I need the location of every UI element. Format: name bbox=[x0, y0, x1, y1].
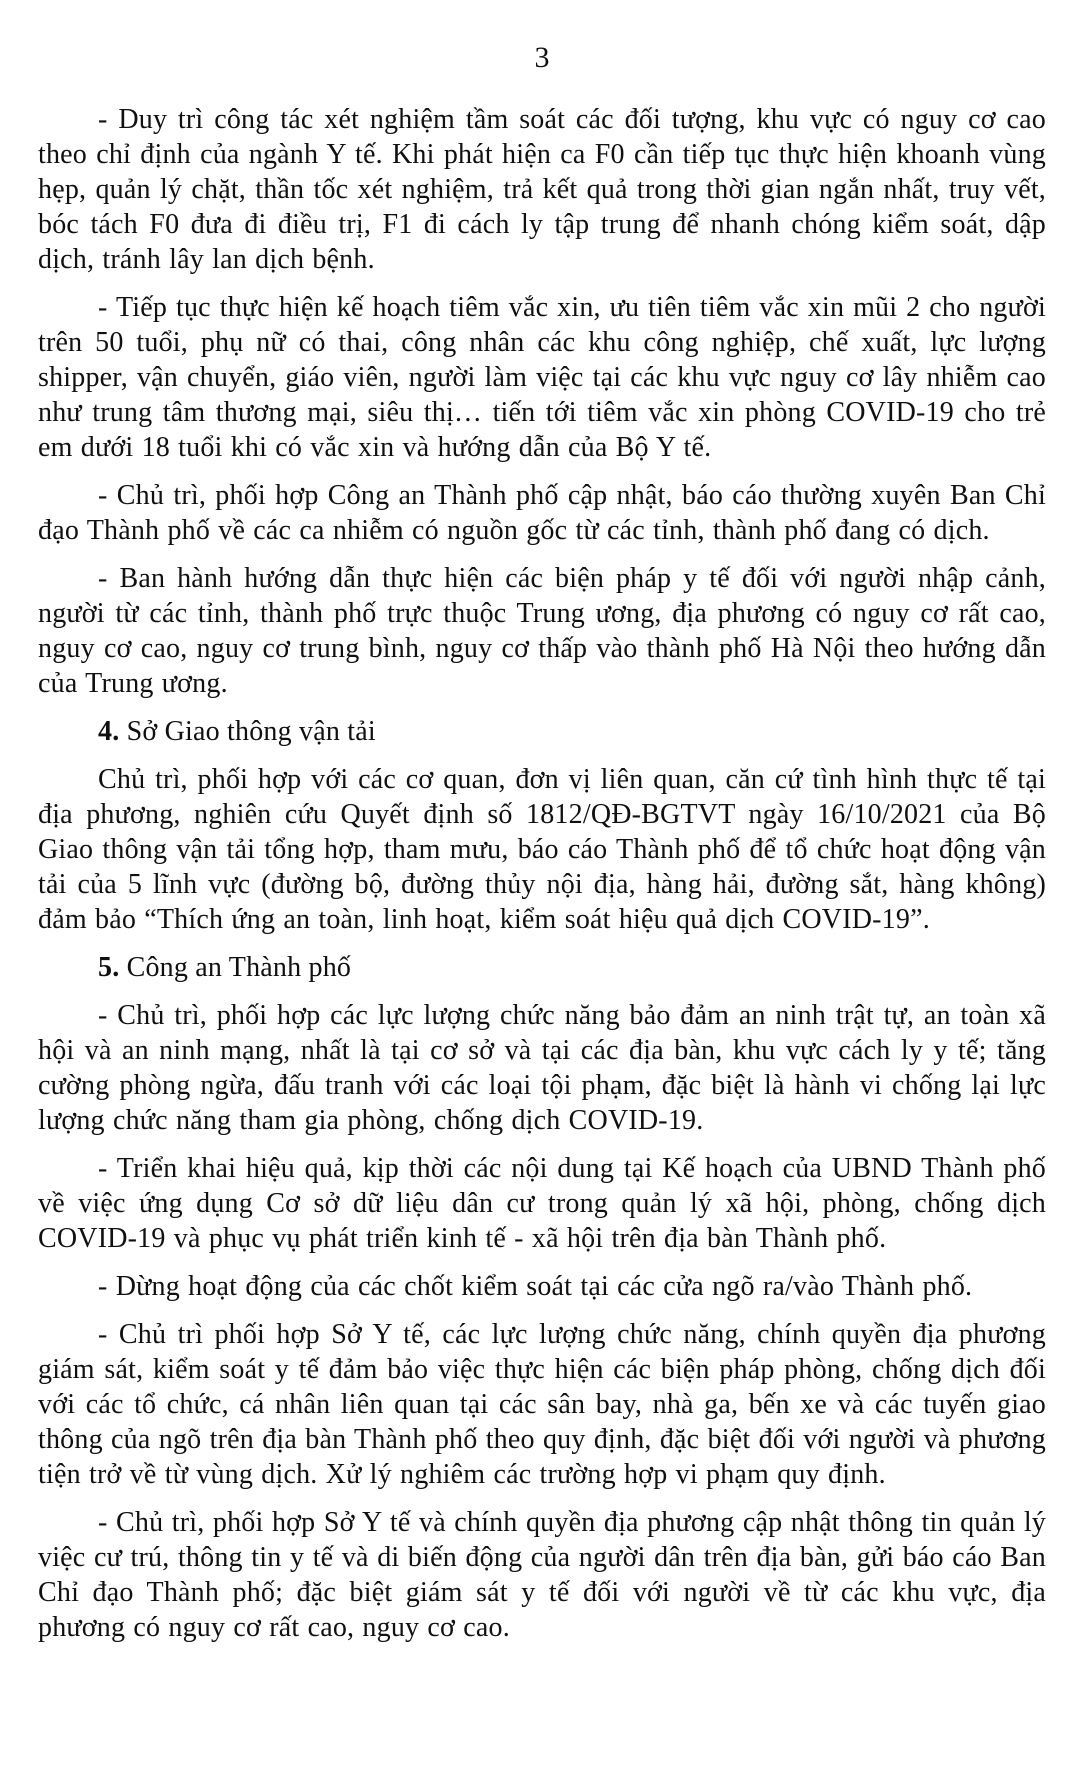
section-title: Công an Thành phố bbox=[119, 952, 352, 983]
paragraph: - Duy trì công tác xét nghiệm tầm soát các đối tượng, khu vực có nguy cơ cao theo chỉ định của ngành Y tế. Khi phát hiện ca F0 cần tiếp tục thực hiện khoanh vùng hẹp, quản lý chặt, thần tốc xét nghiệm, trả kết quả trong thời gian ngắn nhất, truy vết, bóc tách F0 đưa đi điều trị, F1 đi cách ly tập trung để nhanh chóng kiểm soát, dập dịch, tránh lây lan dịch bệnh. bbox=[38, 104, 1046, 275]
paragraph: - Dừng hoạt động của các chốt kiểm soát tại các cửa ngõ ra/vào Thành phố. bbox=[98, 1271, 973, 1302]
paragraph: - Chủ trì, phối hợp Công an Thành phố cập nhật, báo cáo thường xuyên Ban Chỉ đạo Thành phố về các ca nhiễm có nguồn gốc từ các tỉnh, thành phố đang có dịch. bbox=[38, 480, 1046, 546]
section-number: 5. bbox=[98, 952, 120, 983]
paragraph: Chủ trì, phối hợp với các cơ quan, đơn vị liên quan, căn cứ tình hình thực tế tại địa phương, nghiên cứu Quyết định số 1812/QĐ-BGTVT ngày 16/10/2021 của Bộ Giao thông vận tải tổng hợp, tham mưu, báo cáo Thành phố để tổ chức hoạt động vận tải của 5 lĩnh vực (đường bộ, đường thủy nội địa, hàng hải, đường sắt, hàng không) đảm bảo “Thích ứng an toàn, linh hoạt, kiểm soát hiệu quả dịch COVID-19”. bbox=[38, 764, 1046, 935]
page-number: 3 bbox=[534, 41, 550, 74]
paragraph: - Ban hành hướng dẫn thực hiện các biện pháp y tế đối với người nhập cảnh, người từ các tỉnh, thành phố trực thuộc Trung ương, địa phương có nguy cơ rất cao, nguy cơ cao, nguy cơ trung bình, nguy cơ thấp vào thành phố Hà Nội theo hướng dẫn của Trung ương. bbox=[38, 563, 1046, 699]
paragraph: - Chủ trì, phối hợp các lực lượng chức năng bảo đảm an ninh trật tự, an toàn xã hội và an ninh mạng, nhất là tại cơ sở và tại các địa bàn, khu vực cách ly y tế; tăng cường phòng ngừa, đấu tranh với các loại tội phạm, đặc biệt là hành vi chống lại lực lượng chức năng tham gia phòng, chống dịch COVID-19. bbox=[38, 1000, 1046, 1136]
section-heading-transport bbox=[38, 714, 1046, 749]
section-heading-police bbox=[38, 950, 1046, 985]
paragraph: - Triển khai hiệu quả, kịp thời các nội dung tại Kế hoạch của UBND Thành phố về việc ứng dụng Cơ sở dữ liệu dân cư trong quản lý xã hội, phòng, chống dịch COVID-19 và phục vụ phát triển kinh tế - xã hội trên địa bàn Thành phố. bbox=[38, 1153, 1046, 1254]
paragraph: - Chủ trì, phối hợp Sở Y tế và chính quyền địa phương cập nhật thông tin quản lý việc cư trú, thông tin y tế và di biến động của người dân trên địa bàn, gửi báo cáo Ban Chỉ đạo Thành phố; đặc biệt giám sát y tế đối với người về từ các khu vực, địa phương có nguy cơ rất cao, nguy cơ cao. bbox=[38, 1507, 1046, 1643]
section-number: 4. bbox=[98, 716, 120, 747]
paragraph: - Chủ trì phối hợp Sở Y tế, các lực lượng chức năng, chính quyền địa phương giám sát, kiểm soát y tế đảm bảo việc thực hiện các biện pháp phòng, chống dịch đối với các tổ chức, cá nhân liên quan tại các sân bay, nhà ga, bến xe và các tuyến giao thông của ngõ trên địa bàn Thành phố theo quy định, đặc biệt đối với người và phương tiện trở về từ vùng dịch. Xử lý nghiêm các trường hợp vi phạm quy định. bbox=[38, 1319, 1046, 1490]
section-title: Sở Giao thông vận tải bbox=[119, 716, 376, 747]
paragraph: - Tiếp tục thực hiện kế hoạch tiêm vắc xin, ưu tiên tiêm vắc xin mũi 2 cho người trên 50 tuổi, phụ nữ có thai, công nhân các khu công nghiệp, chế xuất, lực lượng shipper, vận chuyển, giáo viên, người làm việc tại các khu vực nguy cơ lây nhiễm cao như trung tâm thương mại, siêu thị… tiến tới tiêm vắc xin phòng COVID-19 cho trẻ em dưới 18 tuổi khi có vắc xin và hướng dẫn của Bộ Y tế. bbox=[38, 292, 1046, 463]
